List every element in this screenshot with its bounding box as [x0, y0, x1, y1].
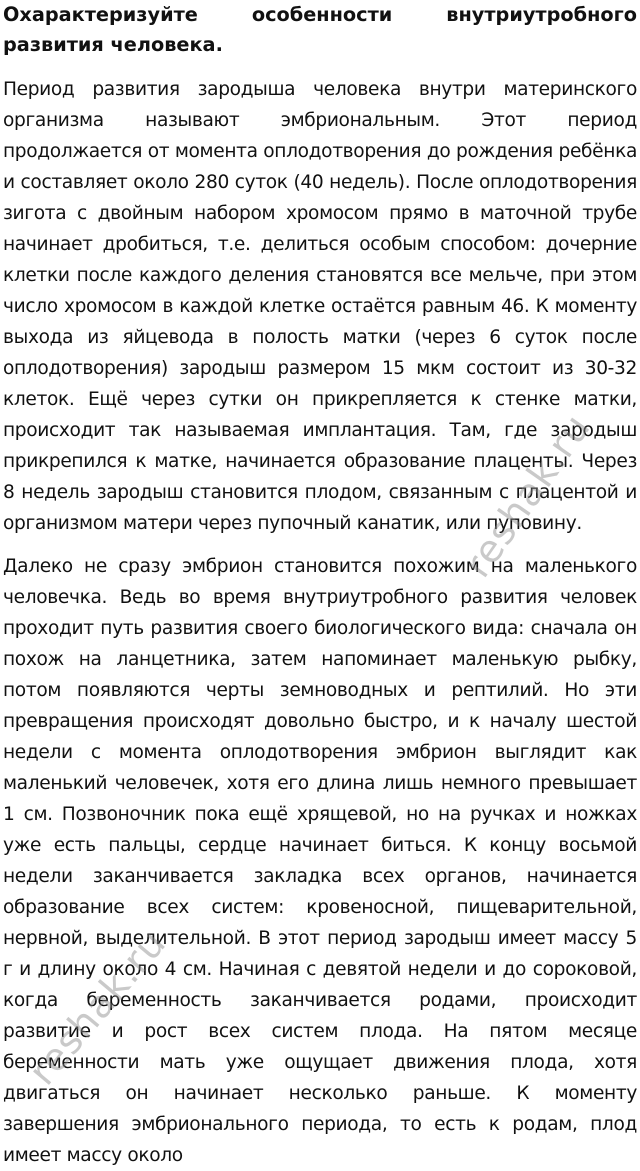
watermark-reshak-2: reshak.ru [20, 920, 175, 1094]
question-heading: Охарактеризуйте особенности внутриутробного развития человека. [3, 3, 637, 56]
answer-paragraph-2: Далеко не сразу эмбрион становится похожим на маленького человечка. Ведь во время внутриутробного развития человек проходит путь развития своего биологического вида: сначала он похож на ланцетника, затем напоминает маленькую рыбку, потом появляются черты земноводных и рептилий. Но эти превращения происходят довольно быстро, и к началу шестой недели с момента оплодотворения эмбрион выглядит как маленький человечек, хотя его длина лишь немного превышает 1 см. Позвоночник пока ещё хрящевой, но на ручках и ножках уже есть пальцы, сердце начинает биться. К концу восьмой недели заканчивается закладка всех органов, начинается образование всех систем: кровеносной, пищеварительной, нервной, выделительной. В этот период зародыш имеет массу 5 г и длину около 4 см. Начиная с девятой недели и до сороковой, когда беременность заканчивается родами, происходит развитие и рост всех систем плода. На пятом месяце беременности мать уже ощущает движения плода, хотя двигаться он начинает несколько раньше. К моменту завершения эмбрионального периода, то есть к родам, плод имеет массу около [3, 556, 637, 1166]
answer-paragraph-1: Период развития зародыша человека внутри материнского организма называют эмбриональным. Этот период продолжается от момента оплодотворения до рождения ребёнка и составляет около 280 суток (40 недель). После оплодотворения зигота с двойным набором хромосом прямо в маточной трубе начинает дробиться, т.е. делиться особым способом: дочерние клетки после каждого деления становятся все мельче, при этом число хромосом в каждой клетке остаётся равным 46. К моменту выхода из яйцевода в полость матки (через 6 суток после оплодотворения) зародыш размером 15 мкм состоит из 30-32 клеток. Ещё через сутки он прикрепляется к стенке матки, происходит так называемая имплантация. Там, где зародыш прикрепился к матке, начинается образование плаценты. Через 8 недель зародыш становится плодом, связанным с плацентой и организмом матери через пупочный канатик, или пуповину. [3, 79, 637, 534]
watermark-reshak-1: reshak.ru [455, 405, 599, 586]
